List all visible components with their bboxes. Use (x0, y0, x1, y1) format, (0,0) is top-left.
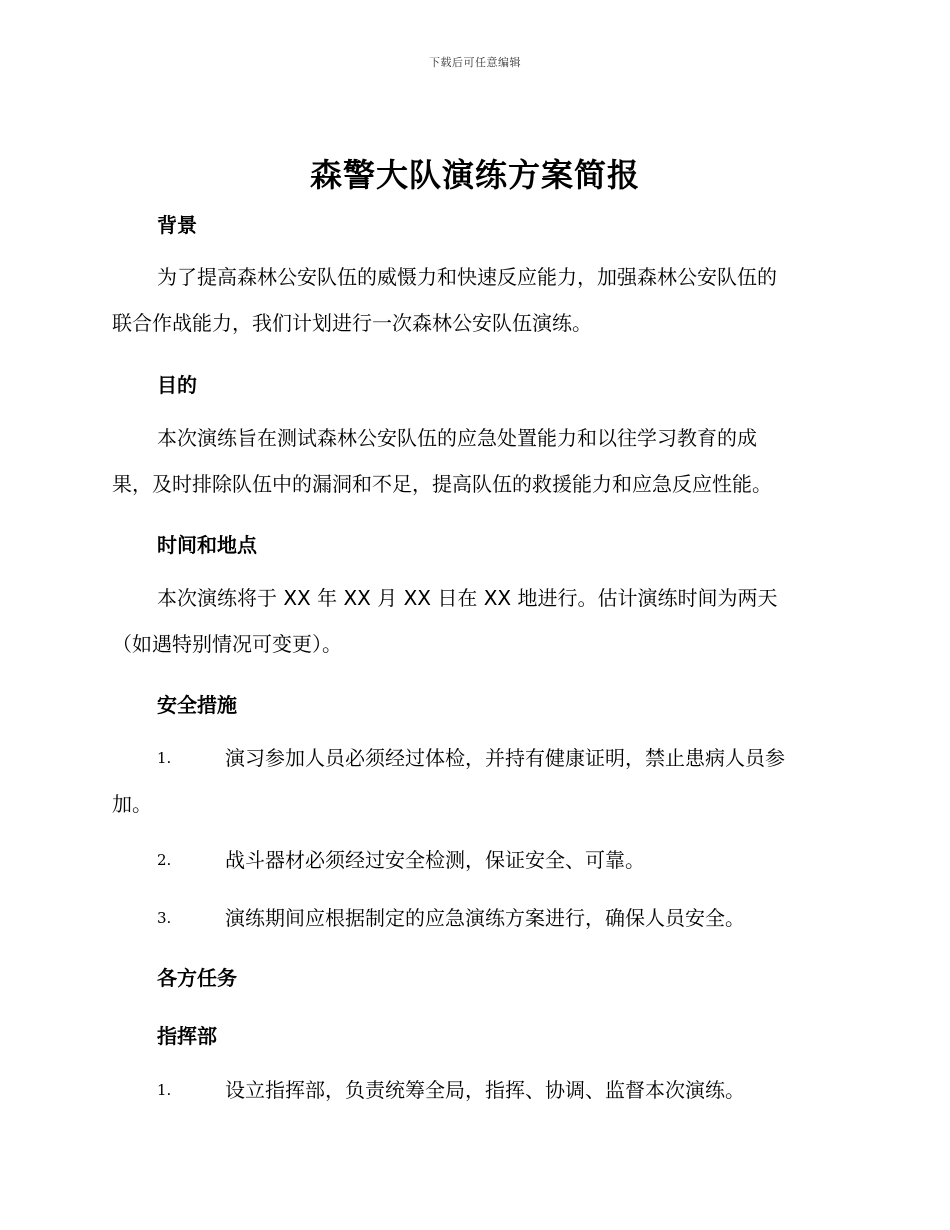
list-item-continuation: 加。 (112, 792, 152, 816)
list-item (157, 895, 842, 941)
list-item-number: 2. (157, 851, 172, 869)
section-heading-tasks: 各方任务 (157, 966, 237, 990)
list-item-number: 1. (157, 749, 172, 767)
list-item-text: 设立指挥部，负责统筹全局，指挥、协调、监督本次演练。 (225, 1078, 745, 1102)
paragraph-line: 为了提高森林公安队伍的威慑力和快速反应能力，加强森林公安队伍的 (157, 265, 777, 289)
list-item (157, 837, 842, 883)
list-item (157, 735, 842, 781)
paragraph-line: 本次演练将于 XX 年 XX 月 XX 日在 XX 地进行。估计演练时间为两天 (157, 586, 778, 610)
section-heading-time-place: 时间和地点 (157, 533, 257, 557)
section-heading-safety: 安全措施 (157, 693, 237, 717)
list-item-text: 演练期间应根据制定的应急演练方案进行，确保人员安全。 (225, 906, 745, 930)
paragraph-line: 本次演练旨在测试森林公安队伍的应急处置能力和以往学习教育的成 (157, 426, 757, 450)
section-heading-purpose: 目的 (157, 373, 197, 397)
section-heading-background: 背景 (157, 213, 197, 237)
paragraph-line: 联合作战能力，我们计划进行一次森林公安队伍演练。 (112, 311, 592, 335)
section-heading-command: 指挥部 (157, 1024, 217, 1048)
paragraph-background (112, 254, 842, 346)
document-title: 森警大队演练方案简报 (309, 156, 640, 194)
list-item-text: 演习参加人员必须经过体检，并持有健康证明，禁止患病人员参 (225, 746, 785, 770)
list-item (157, 1067, 842, 1113)
paragraph-line: 果，及时排除队伍中的漏洞和不足，提高队伍的救援能力和应急反应性能。 (112, 472, 772, 496)
paragraph-time-place (112, 575, 842, 667)
paragraph-purpose (112, 415, 842, 507)
paragraph-line: （如遇特别情况可变更）。 (112, 632, 342, 656)
list-item-number: 3. (157, 909, 172, 927)
list-item-number: 1. (157, 1081, 172, 1099)
list-item-text: 战斗器材必须经过安全检测，保证安全、可靠。 (225, 848, 645, 872)
header-note: 下载后可任意编辑 (429, 56, 521, 69)
